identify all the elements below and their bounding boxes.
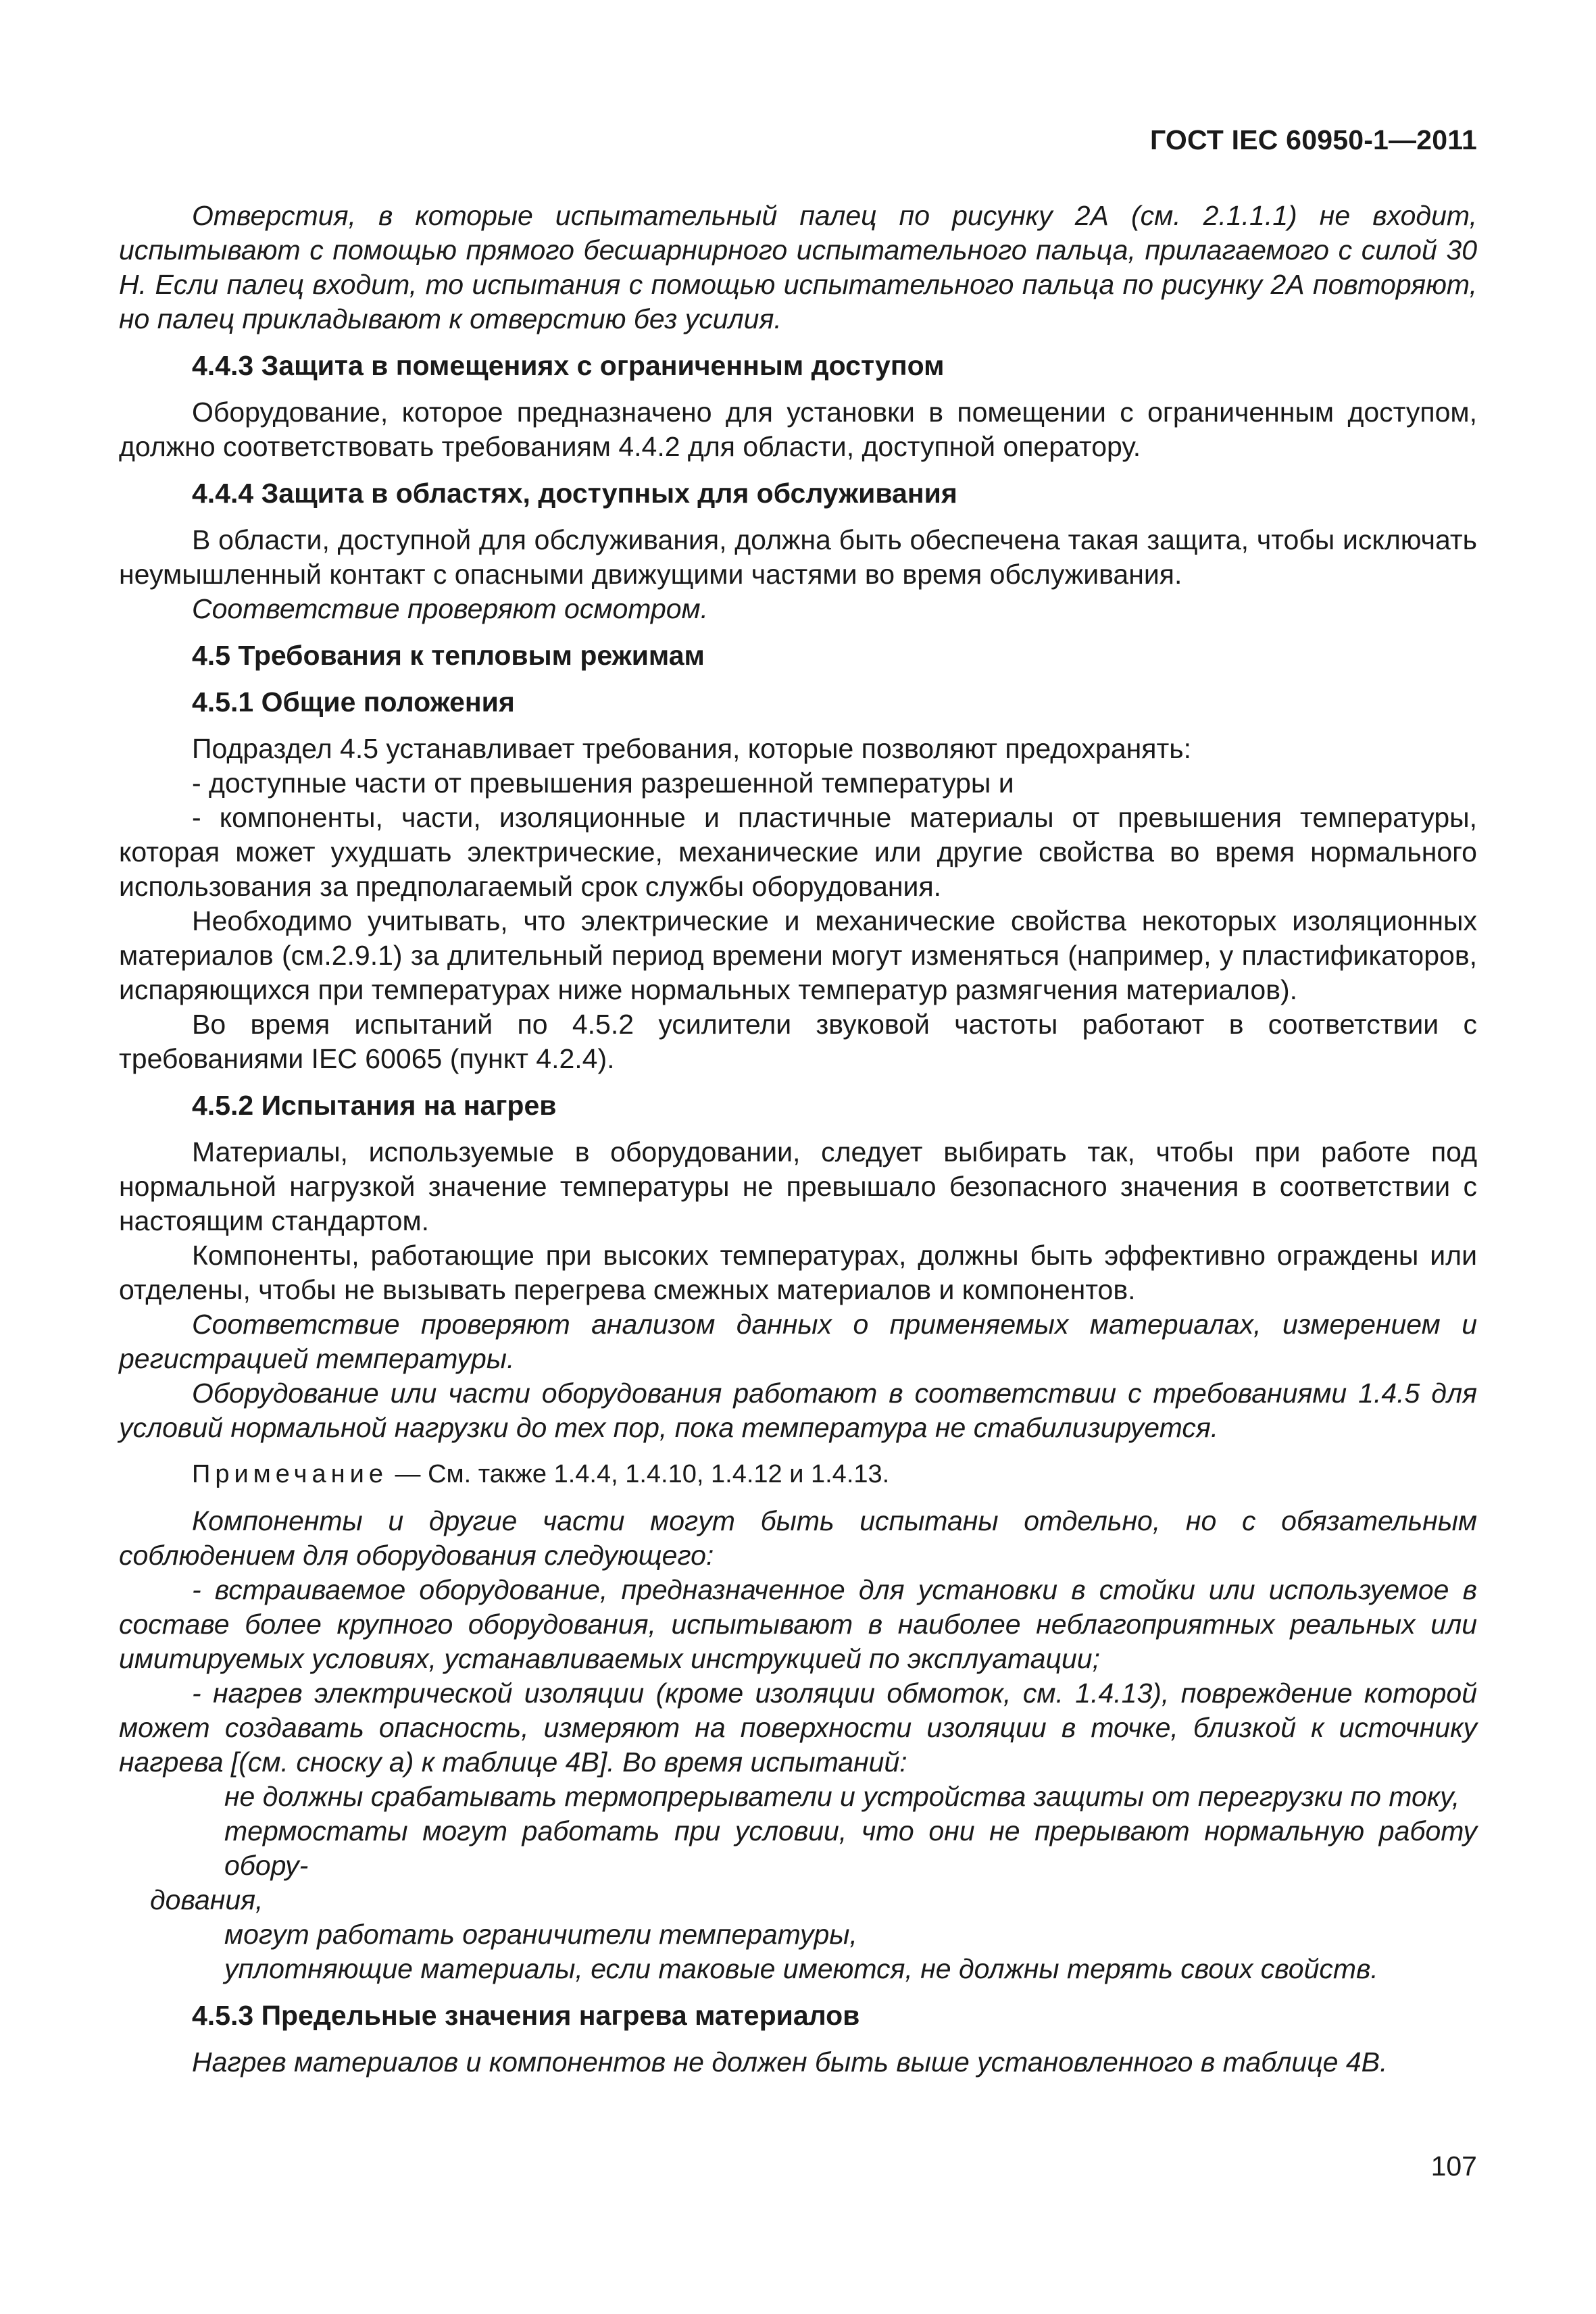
condition-thermal-cutouts: не должны срабатывать термопрерыватели и устройства защиты от перегрузки по току,	[224, 1781, 1460, 1812]
paragraph-normal-load-conditions: Оборудование или части оборудования работают в соответствии с требованиями 1.4.5 для условий нормальной нагрузки до тех пор, пока температура не стабилизируется.	[119, 1378, 1477, 1443]
paragraph-separate-testing: Компоненты и другие части могут быть испытаны отдельно, но с обязательным соблюдением для оборудования следующего:	[119, 1505, 1477, 1571]
condition-sealing-materials: уплотняющие материалы, если таковые имеются, не должны терять своих свойств.	[224, 1953, 1378, 1984]
paragraph-subsection-requirements: Подраздел 4.5 устанавливает требования, которые позволяют предохранять:	[192, 733, 1192, 764]
heading-4-5: 4.5 Требования к тепловым режимам	[192, 640, 705, 671]
heading-4-5-2: 4.5.2 Испытания на нагрев	[192, 1090, 557, 1121]
paragraph-insulation-properties: Необходимо учитывать, что электрические и механические свойства некоторых изоляционных материалов (см.2.9.1) за длительный период времени могут изменяться (например, у пластификаторов, испаряющихся при температурах ниже нормальных температур размягчения материалов).	[119, 905, 1477, 1005]
condition-temperature-limiters: могут работать ограничители температуры,	[224, 1919, 857, 1950]
paragraph-test-finger-openings: Отверстия, в которые испытательный палец по рисунку 2А (см. 2.1.1.1) не входит, испытывают с помощью прямого бесшарнирного испытательного пальца, прилагаемого с силой 30 Н. Если палец входит, то испытания с помощью испытательного пальца по рисунку 2А повторяют, но палец прикладывают к отверстию без усилия.	[119, 200, 1477, 334]
condition-thermostats-continued: дования,	[150, 1884, 264, 1915]
paragraph-audio-amplifiers: Во время испытаний по 4.5.2 усилители звуковой частоты работают в соответствии с требованиями IEC 60065 (пункт 4.2.4).	[119, 1009, 1477, 1074]
paragraph-compliance-analysis: Соответствие проверяют анализом данных о применяемых материалах, измерением и регистрацией температуры.	[119, 1309, 1477, 1374]
note	[119, 1457, 1477, 1492]
paragraph-compliance-inspection: Соответствие проверяют осмотром.	[192, 593, 709, 624]
list-item-insulation-heating: - нагрев электрической изоляции (кроме изоляции обмоток, см. 1.4.13), повреждение которой может создавать опасность, измеряют на поверхности изоляции в точке, близкой к источнику нагрева [(см. сноску a) к таблице 4В]. Во время испытаний:	[119, 1678, 1477, 1778]
heading-4-5-3: 4.5.3 Предельные значения нагрева материалов	[192, 2000, 860, 2031]
note-text: — См. также 1.4.4, 1.4.10, 1.4.12 и 1.4.13.	[387, 1460, 890, 1488]
test-conditions-list	[119, 1780, 1477, 1986]
list-item-built-in-equipment: - встраиваемое оборудование, предназначенное для установки в стойки или используемое в составе более крупного оборудования, испытывают в наиболее неблагоприятных реальных или имитируемых условиях, устанавливаемых инструкцией по эксплуатации;	[119, 1574, 1477, 1674]
page-number: 107	[1430, 2150, 1477, 2182]
heading-4-4-4: 4.4.4 Защита в областях, доступных для обслуживания	[192, 478, 957, 509]
heading-4-5-1: 4.5.1 Общие положения	[192, 686, 515, 718]
document-body	[119, 199, 1477, 2080]
condition-thermostats: термостаты могут работать при условии, что они не прерывают нормальную работу обору-	[224, 1815, 1477, 1881]
paragraph-heating-limit: Нагрев материалов и компонентов не должен быть выше установленного в таблице 4В.	[192, 2046, 1388, 2078]
list-item-components-materials: - компоненты, части, изоляционные и пластичные материалы от превышения температуры, которая может ухудшать электрические, механические или другие свойства во время нормального использования за предполагаемый срок службы оборудования.	[119, 802, 1477, 902]
document-page	[119, 0, 1477, 2314]
paragraph-high-temp-components: Компоненты, работающие при высоких температурах, должны быть эффективно ограждены или отделены, чтобы не вызывать перегрева смежных материалов и компонентов.	[119, 1240, 1477, 1305]
list-item-accessible-parts: - доступные части от превышения разрешенной температуры и	[192, 768, 1014, 799]
paragraph-materials-selection: Материалы, используемые в оборудовании, следует выбирать так, чтобы при работе под нормальной нагрузкой значение температуры не превышало безопасного значения в соответствии с настоящим стандартом.	[119, 1136, 1477, 1236]
paragraph-restricted-access: Оборудование, которое предназначено для установки в помещении с ограниченным доступом, должно соответствовать требованиям 4.4.2 для области, доступной оператору.	[119, 397, 1477, 462]
document-header: ГОСТ IEC 60950-1—2011	[1150, 124, 1477, 155]
paragraph-service-protection: В области, доступной для обслуживания, должна быть обеспечена такая защита, чтобы исключать неумышленный контакт с опасными движущими частями во время обслуживания.	[119, 524, 1477, 590]
heading-4-4-3: 4.4.3 Защита в помещениях с ограниченным доступом	[192, 350, 945, 381]
note-label: Примечание	[192, 1460, 388, 1488]
